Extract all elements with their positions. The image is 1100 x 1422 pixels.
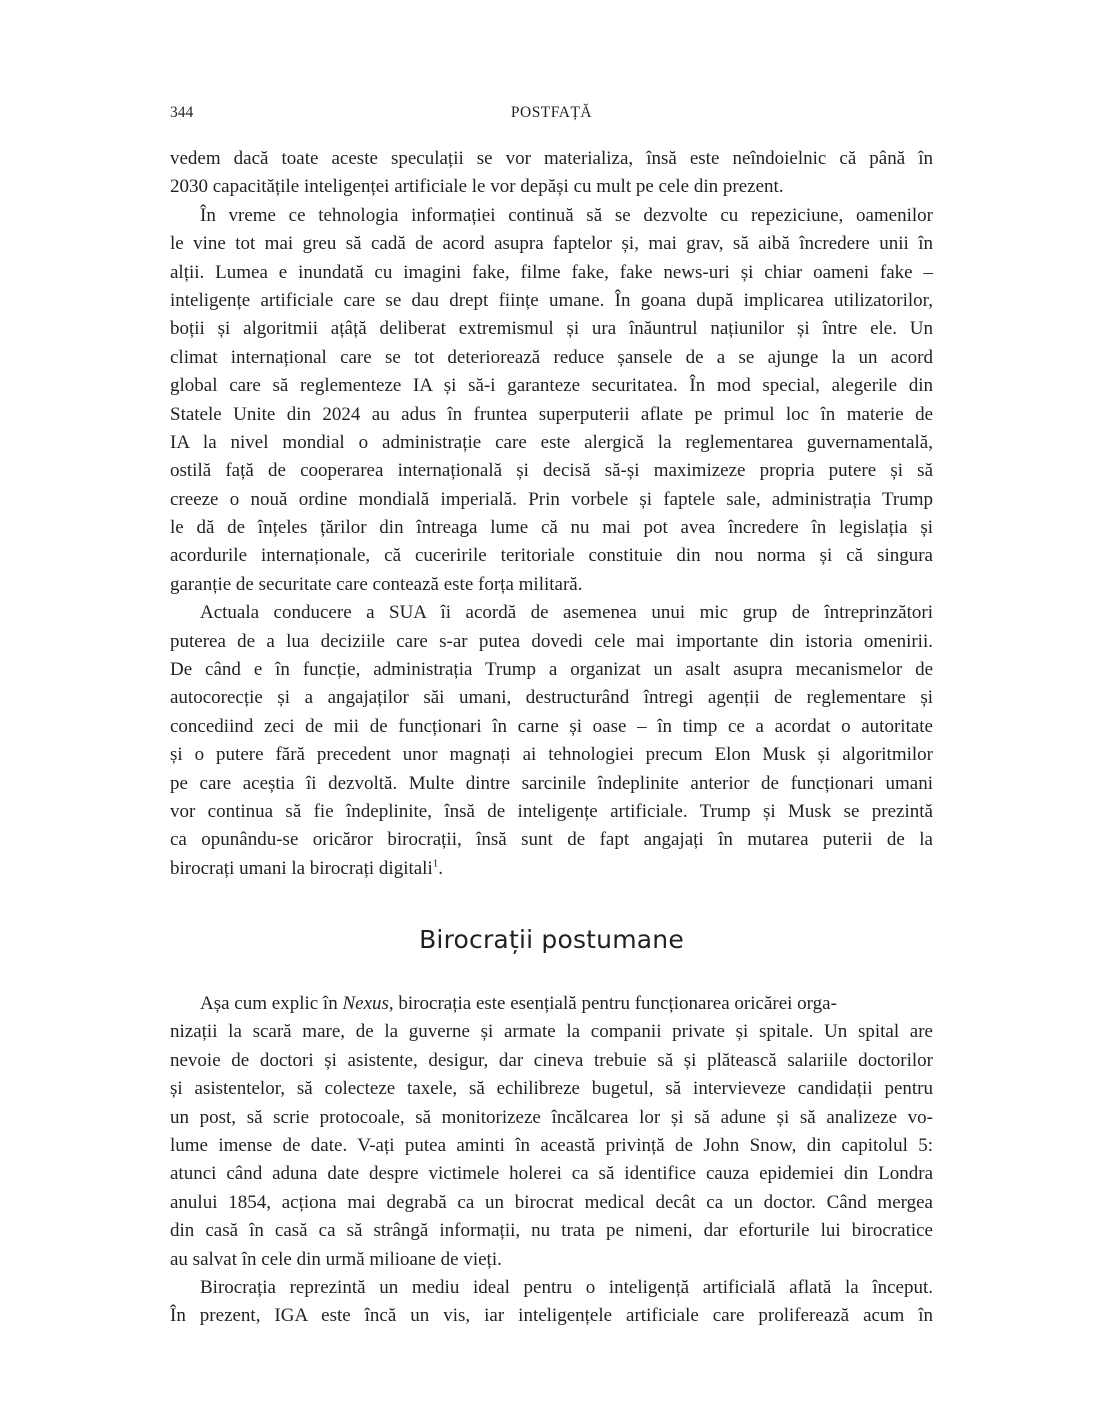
text-line: 2030 capacitățile inteligenței artificiale le vor depăși cu mult pe cele din prezent. [170, 176, 784, 198]
text-line: pe care aceștia îi dezvoltă. Multe dintre sarcinile îndeplinite anterior de funcționari umani [170, 772, 933, 794]
text-line: concediind zeci de mii de funcționari în carne și oase – în timp ce a acordat o autoritate [170, 715, 933, 737]
text-line: le dă de înțeles țărilor din întreaga lume că nu mai pot avea încredere în legislația și [170, 517, 933, 539]
section-heading: Birocrații postumane [419, 925, 684, 954]
text-line: au salvat în cele din urmă milioane de vieți. [170, 1248, 502, 1270]
footnote-reference[interactable]: 1 [432, 857, 439, 870]
text-line: anului 1854, acționa mai degrabă ca un birocrat medical decât ca un doctor. Când mergea [170, 1191, 933, 1213]
text-line: În vreme ce tehnologia informației continuă să se dezvolte cu repeziciune, oamenilor [200, 204, 933, 226]
text-line: și asistentelor, să colecteze taxele, să echilibreze bugetul, să intervieveze candidații pentru [170, 1078, 933, 1100]
text-fragment: birocrați umani la birocrați digitali [170, 857, 433, 879]
text-line: din casă în casă ca să strângă informații, nu trata pe nimeni, dar eforturile lui birocratice [170, 1220, 933, 1242]
paragraph [170, 1274, 933, 1331]
text-line: Statele Unite din 2024 au adus în fruntea superputerii aflate pe primul loc în materie de [170, 403, 933, 425]
text-line: alții. Lumea e inundată cu imagini fake, filme fake, fake news-uri și chiar oameni fake – [170, 261, 933, 283]
text-line: climat internațional care se tot deteriorează reduce șansele de a se ajunge la un acord [170, 346, 933, 368]
paragraph [170, 202, 933, 599]
text-fragment: . [438, 857, 443, 879]
text-line: De când e în funcție, administrația Trump a organizat un asalt asupra mecanismelor de [170, 659, 933, 681]
text-line: În prezent, IGA este încă un vis, iar inteligențele artificiale care proliferează acum în [170, 1305, 933, 1327]
text-line: creeze o nouă ordine mondială imperială. Prin vorbele și faptele sale, administrația Trump [170, 488, 933, 510]
paragraph [170, 599, 933, 883]
book-title-italic: Nexus [342, 993, 389, 1014]
text-line: vedem dacă toate aceste speculații se vor materializa, însă este neîndoielnic că până în [170, 148, 933, 169]
text-line: ostilă față de cooperarea internațională și decisă să-și maximizeze propria putere și să [170, 460, 933, 482]
text-fragment: Așa cum explic în [200, 993, 343, 1014]
text-line: Actuala conducere a SUA îi acordă de asemenea unui mic grup de întreprinzători [200, 602, 933, 624]
section-2-text [170, 990, 933, 1331]
text-line: garanție de securitate care contează este forța militară. [170, 573, 583, 595]
text-line: boții și algoritmii ațâță deliberat extremismul și ura înăuntrul națiunilor și între ele. Un [170, 318, 933, 340]
chapter-title: POSTFAȚĂ [510, 104, 593, 121]
text-line: ca opunându-se oricăror birocrații, însă sunt de fapt angajați în mutarea puterii de la [170, 829, 933, 851]
text-line: le vine tot mai greu să cadă de acord asupra faptelor și, mai grav, să aibă încredere unii în [170, 233, 933, 255]
text-line: nevoie de doctori și asistente, desigur, dar cineva trebuie să și plătească salariile doctorilor [170, 1049, 933, 1071]
text-line: inteligențe artificiale care se dau drept ființe umane. În goana după implicarea utilizatorilor, [170, 289, 933, 311]
text-line: IA la nivel mondial o administrație care este alergică la reglementarea guvernamentală, [170, 431, 933, 453]
page-number: 344 [170, 104, 194, 121]
text-line [170, 990, 933, 1018]
text-fragment: , birocrația este esențială pentru funcționarea oricărei orga- [388, 993, 837, 1014]
text-line: global care să reglementeze IA și să-i garanteze securitatea. În mod special, alegerile din [170, 375, 933, 397]
text-line: atunci când aduna date despre victimele holerei ca să identifice cauza epidemiei din Londra [170, 1163, 933, 1185]
text-line: lume imense de date. V-ați putea aminti în această privință de John Snow, din capitolul 5: [170, 1134, 933, 1156]
running-head [170, 104, 933, 128]
text-line: și o putere fără precedent unor magnați ai tehnologiei precum Elon Musk și algoritmilor [170, 744, 933, 766]
section-1-text [170, 145, 933, 883]
text-line: un post, să scrie protocoale, să monitorizeze încălcarea lor și să adune și să analizeze vo- [170, 1106, 933, 1128]
text-line: puterea de a lua deciziile care s-ar putea dovedi cele mai importante din istoria omenirii. [170, 630, 933, 652]
text-line: vor continua să fie îndeplinite, însă de inteligențe artificiale. Trump și Musk se prezintă [170, 800, 933, 822]
text-line: acordurile internaționale, că cuceririle teritoriale constituie din nou norma și că singura [170, 545, 933, 567]
text-line: autocorecție și a angajaților săi umani, destructurând întregi agenții de reglementare și [170, 687, 933, 709]
text-line [170, 855, 933, 883]
text-line: Birocrația reprezintă un mediu ideal pentru o inteligență artificială aflată la început. [200, 1276, 933, 1298]
paragraph [170, 145, 933, 202]
paragraph [170, 990, 933, 1274]
text-line: nizații la scară mare, de la guverne și armate la companii private și spitale. Un spital are [170, 1021, 933, 1043]
